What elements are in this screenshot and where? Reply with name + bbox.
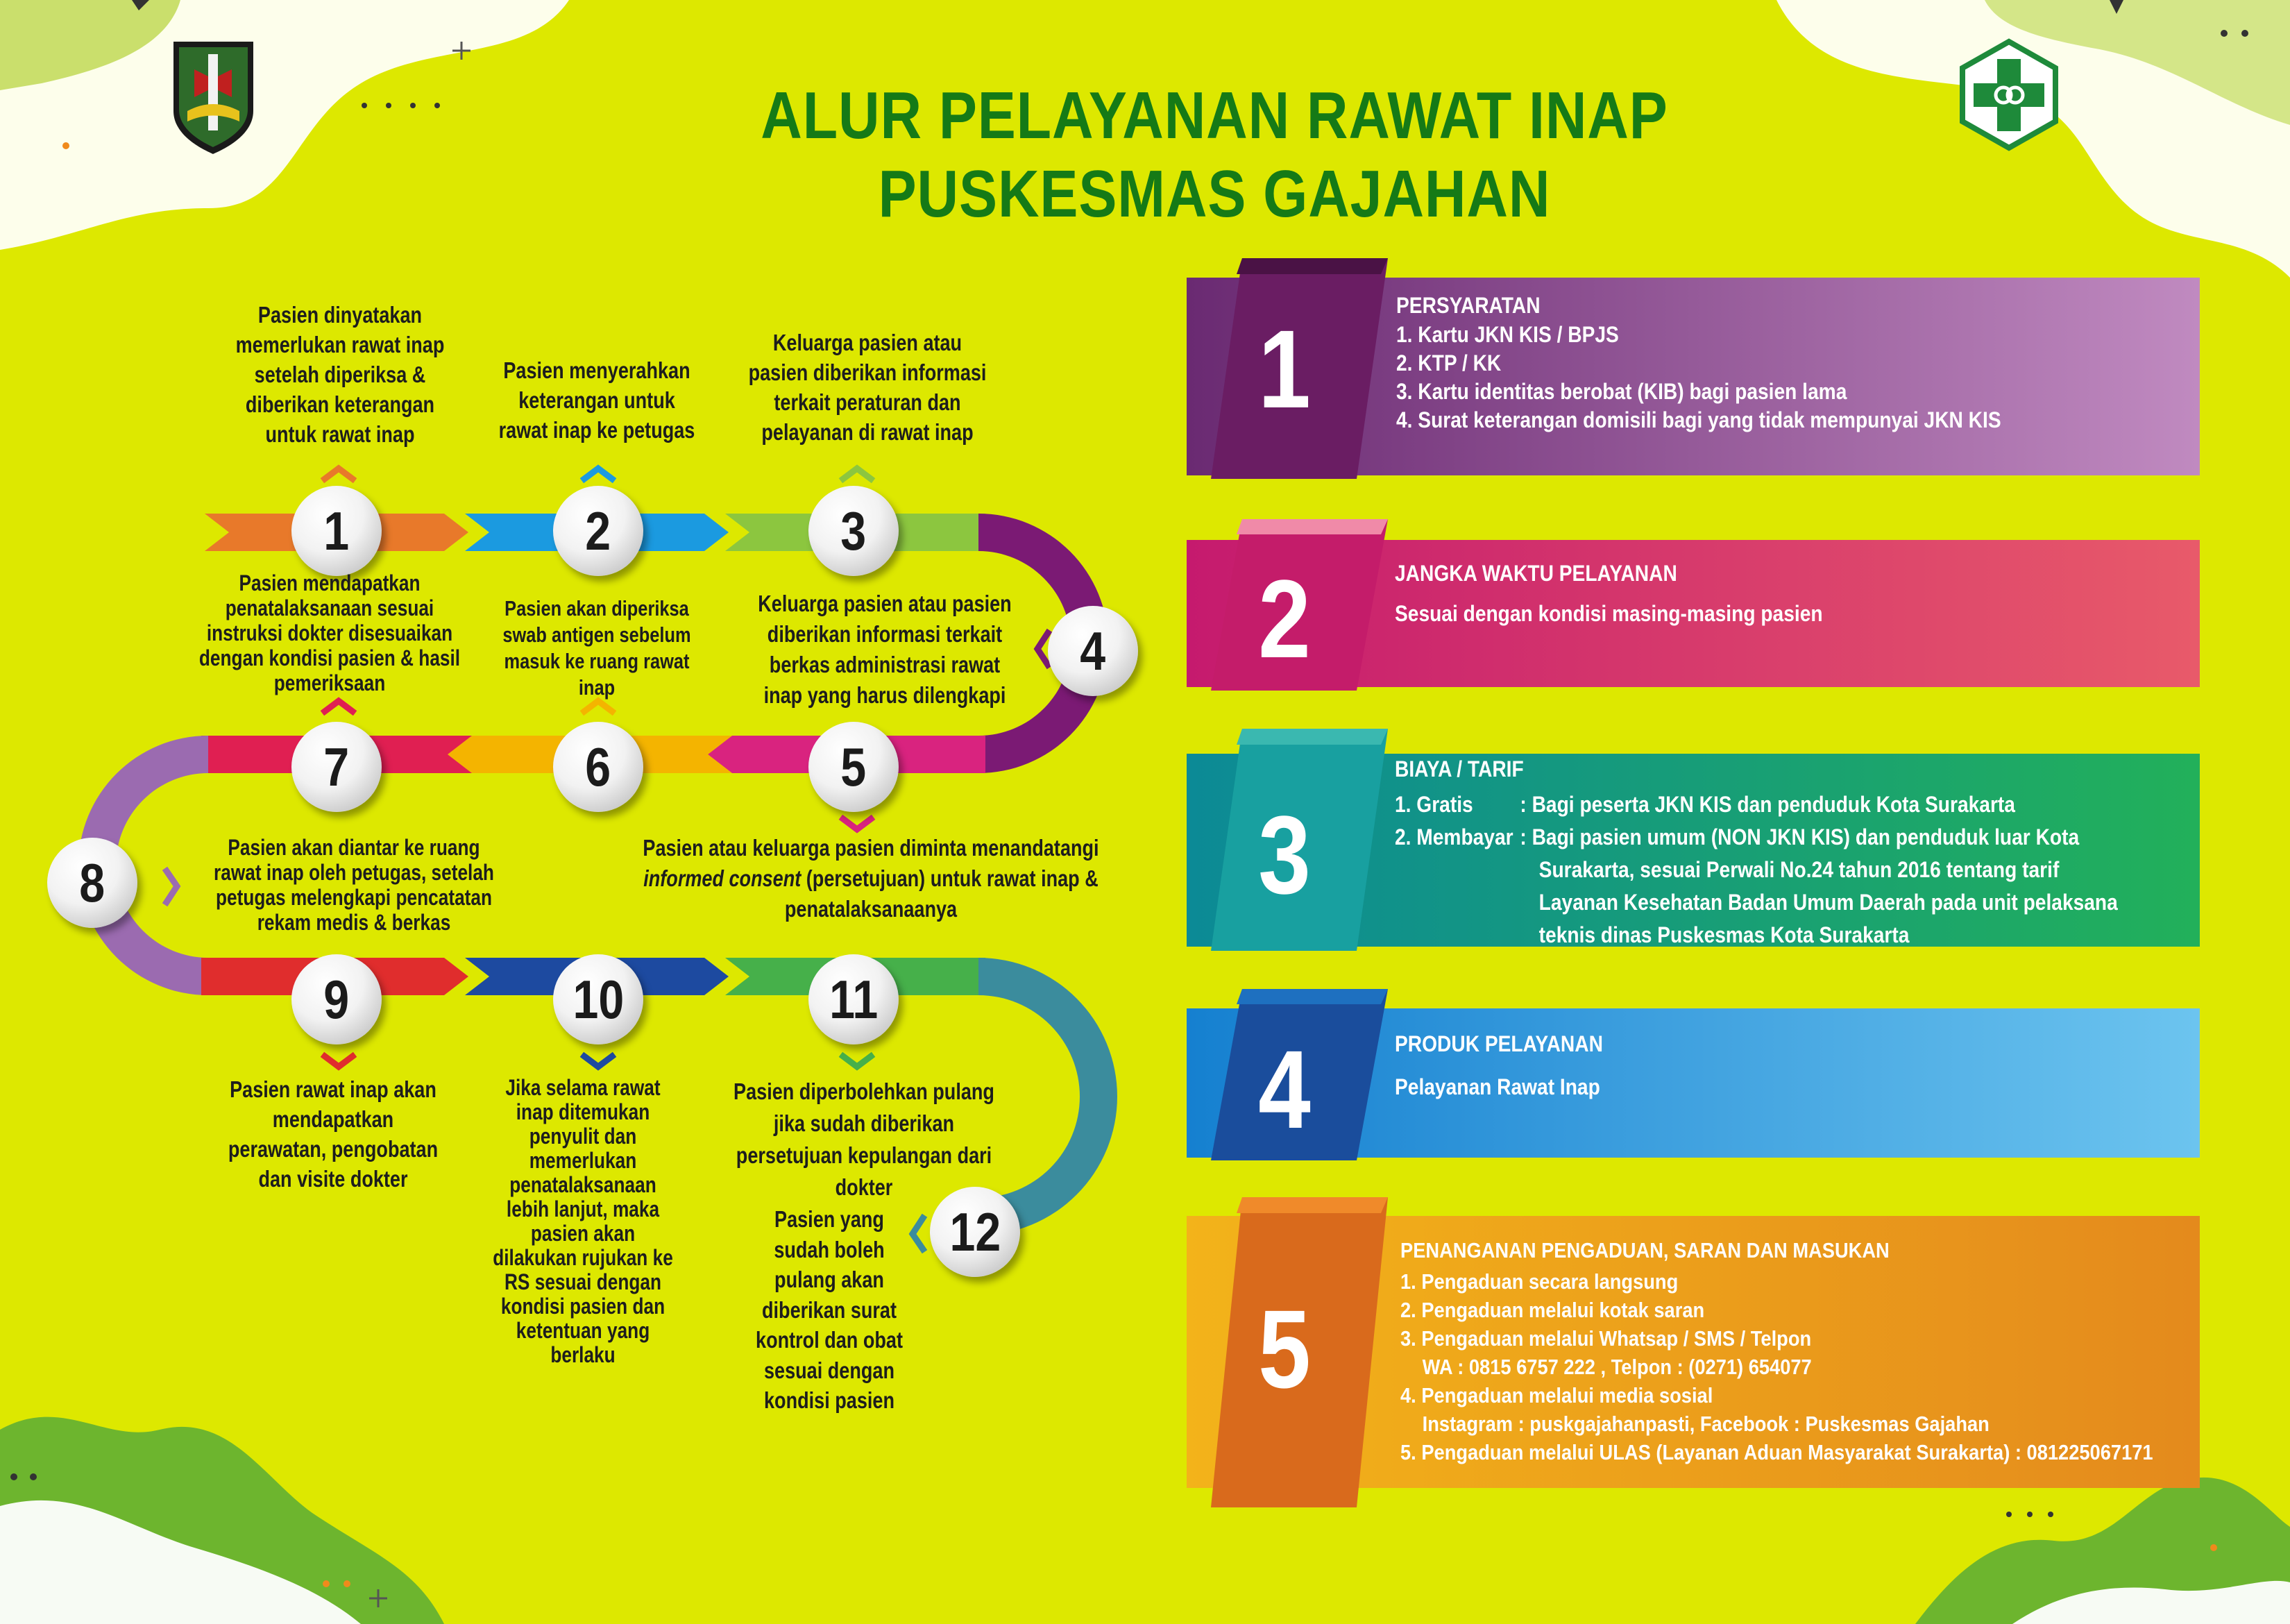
step-node-5: 5 xyxy=(808,722,899,812)
card1-line: 1. Kartu JKN KIS / BPJS xyxy=(1396,322,1619,347)
step-text-1: Pasien dinyatakan memerlukan rawat inap setelah diperiksa & diberikan keterangan untuk rawat inap xyxy=(235,302,445,447)
card1-number: 1 xyxy=(1258,307,1311,431)
step-node-6: 6 xyxy=(553,722,643,812)
step-text-2: Pasien menyerahkan keterangan untuk rawat inap ke petugas xyxy=(498,357,695,443)
step-text-9: Pasien rawat inap akan mendapatkan perawatan, pengobatan dan visite dokter xyxy=(228,1076,439,1192)
card5-line: 2. Pengaduan melalui kotak saran xyxy=(1400,1298,1705,1322)
card3-row-1: 1. Gratis : Bagi peserta JKN KIS dan penduduk Kota Surakarta xyxy=(1395,792,2015,817)
card1-line: 2. KTP / KK xyxy=(1396,350,1502,375)
card1-line: 4. Surat keterangan domisili bagi yang tidak mempunyai JKN KIS xyxy=(1396,407,2001,432)
step-text-8: Pasien akan diantar ke ruang rawat inap oleh petugas, setelah petugas melengkapi pencatatan rekam medis & berkas xyxy=(214,835,494,935)
step-text-4: Keluarga pasien atau pasien diberikan informasi terkait berkas administrasi rawat inap yang harus dilengkapi xyxy=(758,591,1012,708)
step-node-12: 12 xyxy=(930,1187,1020,1277)
step-node-4: 4 xyxy=(1048,606,1138,696)
page-title-line-2: PUSKESMAS GAJAHAN xyxy=(878,157,1551,231)
step-text-7: Pasien mendapatkan penatalaksanaan sesuai instruksi dokter disesuaikan dengan kondisi pasien & hasil pemeriksaan xyxy=(198,570,461,695)
card5-line: 3. Pengaduan melalui Whatsap / SMS / Telpon xyxy=(1400,1326,1812,1351)
card3-body xyxy=(1395,788,2118,951)
card5-title: PENANGANAN PENGADUAN, SARAN DAN MASUKAN xyxy=(1400,1238,1890,1262)
card3-row-3: Surakarta, sesuai Perwali No.24 tahun 2016 tentang tarif xyxy=(1538,857,2060,882)
step-text-5: Pasien atau keluarga pasien diminta menandatangi informed consent (persetujuan) untuk rawat inap & penatalaksanaanya xyxy=(643,835,1099,922)
card3-row-2: 2. Membayar : Bagi pasien umum (NON JKN KIS) dan penduduk luar Kota xyxy=(1395,824,2080,849)
step-text-12: Pasien yang sudah boleh pulang akan diberikan surat kontrol dan obat sesuai dengan kondisi pasien xyxy=(756,1206,903,1413)
card5-line: Instagram : puskgajahanpasti, Facebook : Puskesmas Gajahan xyxy=(1422,1412,1990,1436)
card2-title: JANGKA WAKTU PELAYANAN xyxy=(1395,561,1677,586)
card5-line: 1. Pengaduan secara langsung xyxy=(1400,1269,1679,1294)
card3-number: 3 xyxy=(1258,793,1311,917)
step-node-10: 10 xyxy=(553,954,643,1044)
card5-line: WA : 0815 6757 222 , Telpon : (0271) 654077 xyxy=(1422,1355,1812,1379)
card2-line: Sesuai dengan kondisi masing-masing pasien xyxy=(1395,601,1823,626)
step-node-8: 8 xyxy=(47,838,137,928)
card2-number: 2 xyxy=(1258,557,1311,681)
step-text-6: Pasien akan diperiksa swab antigen sebelum masuk ke ruang rawat inap xyxy=(502,596,691,700)
step-node-2: 2 xyxy=(553,486,643,576)
step-text-3: Keluarga pasien atau pasien diberikan informasi terkait peraturan dan pelayanan di rawat inap xyxy=(748,330,987,445)
card5-body xyxy=(1400,1267,2153,1466)
card3-row-5: teknis dinas Puskesmas Kota Surakarta xyxy=(1538,922,1910,947)
card3-title: BIAYA / TARIF xyxy=(1395,756,1524,781)
card3-row-4: Layanan Kesehatan Badan Umum Daerah pada unit pelaksana xyxy=(1538,890,2118,915)
card1-body xyxy=(1396,321,2001,434)
step-node-7: 7 xyxy=(291,722,382,812)
card1-title: PERSYARATAN xyxy=(1396,293,1541,318)
card5-line: 4. Pengaduan melalui media sosial xyxy=(1400,1383,1713,1407)
step-text-11: Pasien diperbolehkan pulang jika sudah diberikan persetujuan kepulangan dari dokter xyxy=(733,1079,994,1200)
step-node-1: 1 xyxy=(291,486,382,576)
page-title-line-1: ALUR PELAYANAN RAWAT INAP xyxy=(761,78,1668,153)
step-node-11: 11 xyxy=(808,954,899,1044)
step-node-9: 9 xyxy=(291,954,382,1044)
card5-line: 5. Pengaduan melalui ULAS (Layanan Aduan Masyarakat Surakarta) : 081225067171 xyxy=(1400,1440,2153,1464)
card4-title: PRODUK PELAYANAN xyxy=(1395,1031,1603,1056)
card4-number: 4 xyxy=(1258,1027,1311,1151)
card5-number: 5 xyxy=(1258,1287,1311,1411)
step-node-3: 3 xyxy=(808,486,899,576)
card4-line: Pelayanan Rawat Inap xyxy=(1395,1074,1600,1099)
step-text-10: Jika selama rawat inap ditemukan penyulit dan memerlukan penatalaksanaan lebih lanjut, maka pasien akan dilakukan rujukan ke RS sesuai dengan kondisi pasien dan ketentuan yang berlaku xyxy=(493,1075,673,1367)
card1-line: 3. Kartu identitas berobat (KIB) bagi pasien lama xyxy=(1396,379,1847,404)
